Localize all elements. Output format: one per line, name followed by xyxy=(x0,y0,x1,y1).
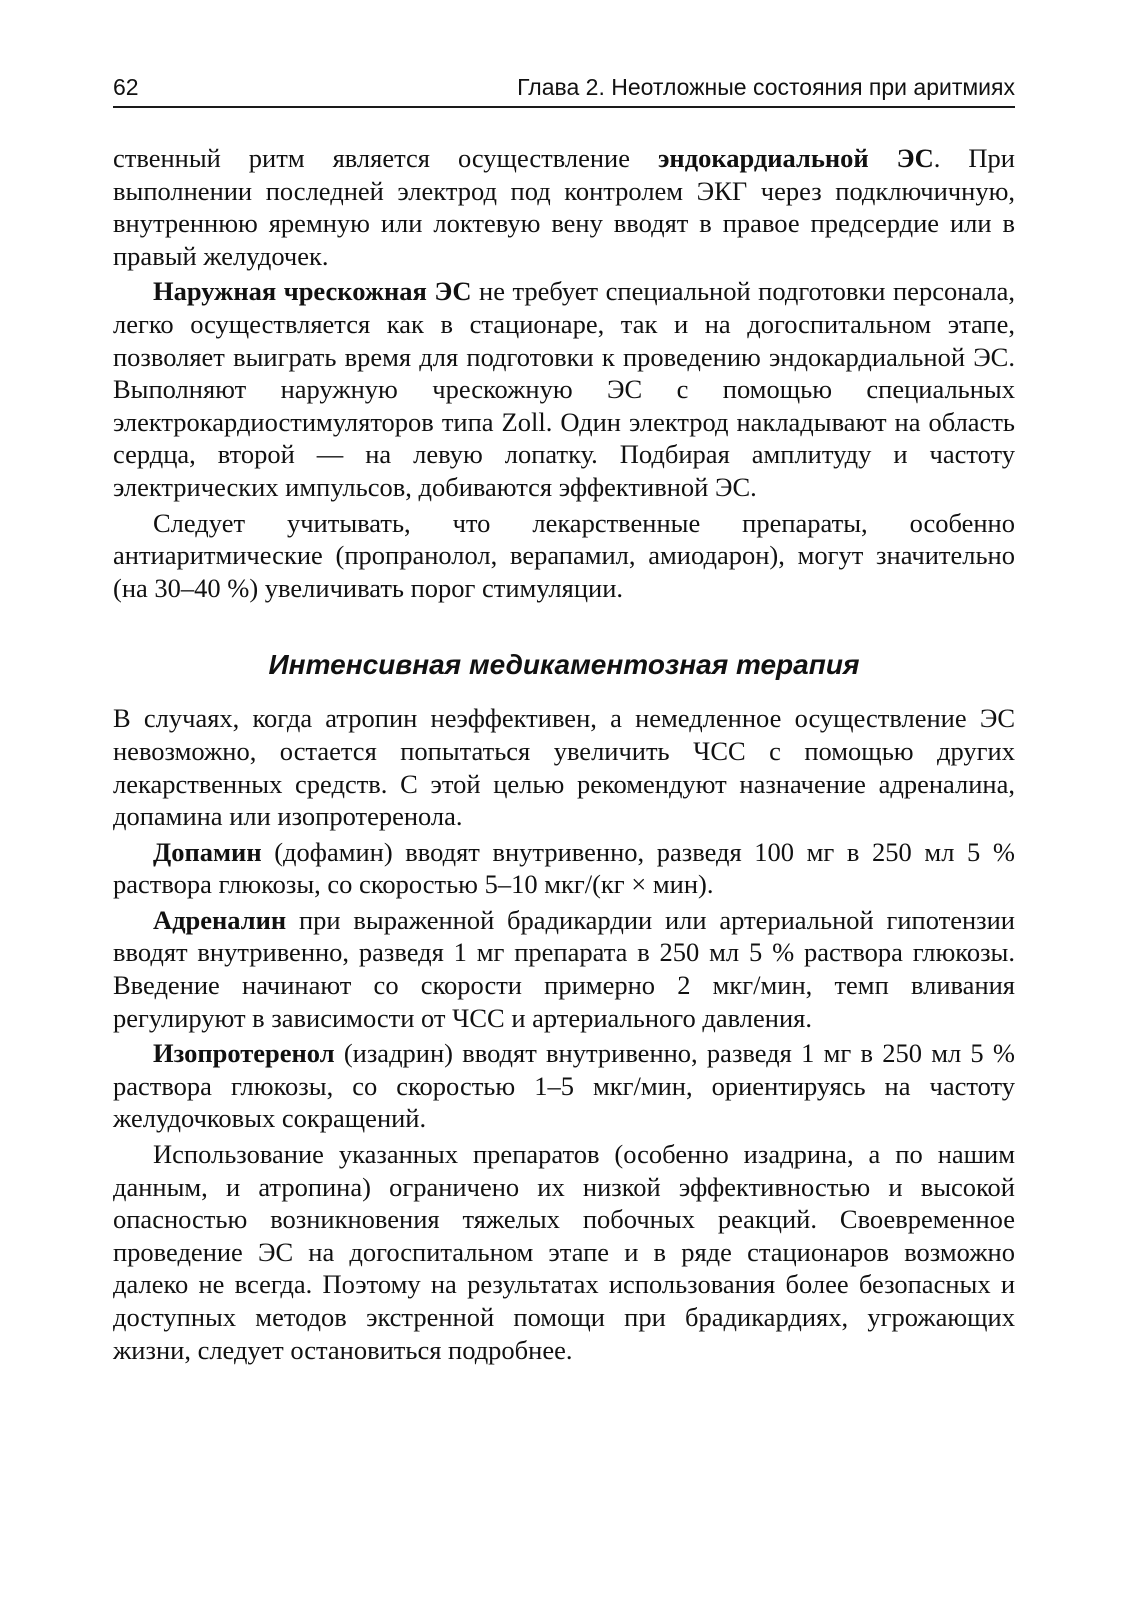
paragraph-adrenaline xyxy=(113,904,1015,1034)
page-number: 62 xyxy=(113,74,139,100)
paragraph-conclusion: Использование указанных препаратов (особенно изадрина, а по нашим данным, и атропина) ограничено их низкой эффективностью и высокой опасностью возникновения тяжелых побочных реакций. Своевременное проведение ЭС на догоспитальном этапе и в ряде стационаров возможно далеко не всегда. Поэтому на результатах использования более безопасных и доступных методов экстренной помощи при брадикардиях, угрожающих жизни, следует остановиться подробнее. xyxy=(113,1139,1015,1365)
term-dopamine: Допамин xyxy=(153,836,262,867)
paragraph-text: ственный ритм является осуществление xyxy=(113,143,658,173)
page-body xyxy=(113,142,1015,1366)
paragraph-threshold: Следует учитывать, что лекарственные препараты, особенно антиаритмические (пропранолол, верапамил, амиодарон), могут значительно (на 30–40 %) увеличивать порог стимуляции. xyxy=(113,507,1015,603)
paragraph-dopamine xyxy=(113,836,1015,901)
running-head: Глава 2. Неотложные состояния при аритмиях xyxy=(517,74,1015,100)
paragraph-text: при выраженной брадикардии или артериальной гипотензии вводят внутривенно, разведя 1 мг препарата в 250 мл 5 % раствора глюкозы. Введение начинают со скорости примерно 2 мкг/мин, темп вливания регулируют в зависимости от ЧСС и артериального давления. xyxy=(113,904,1015,1033)
paragraph-continuation xyxy=(113,142,1015,272)
page-header xyxy=(113,66,1015,108)
term-isoproterenol: Изопротеренол xyxy=(153,1038,335,1069)
paragraph-isoproterenol xyxy=(113,1037,1015,1135)
paragraph-text: (изадрин) вводят внутривенно, разведя 1 мг в 250 мл 5 % раствора глюкозы, со скоростью 1–5 мкг/мин, ориентируясь на частоту желудочковых сокращений. xyxy=(113,1038,1015,1134)
paragraph-text: не требует специальной подготовки персонала, легко осуществляется как в стационаре, так и на догоспитальном этапе, позволяет выиграть время для подготовки к проведению эндокардиальной ЭС. Выполняют наружную чрескожную ЭС с помощью специальных электрокардиостимуляторов типа Zoll. Один электрод накладывают на область сердца, второй — на левую лопатку. Подбирая амплитуду и частоту электрических импульсов, добиваются эффективной ЭС. xyxy=(113,276,1015,502)
paragraph-intro-drugs: В случаях, когда атропин неэффективен, а немедленное осуществление ЭС невозможно, остается попытаться увеличить ЧСС с помощью других лекарственных средств. С этой целью рекомендуют назначение адреналина, допамина или изопротеренола. xyxy=(113,703,1015,832)
section-title: Интенсивная медикаментозная терапия xyxy=(268,649,860,681)
term-endocardial-pacing: эндокардиальной ЭС xyxy=(657,143,934,173)
paragraph-transcutaneous xyxy=(113,275,1015,503)
paragraph-text: . При выполнении последней электрод под контролем ЭКГ через подключичную, внутреннюю яремную или локтевую вену вводят в правое предсердие или в правый желудочек. xyxy=(113,143,1015,271)
paragraph-text: (дофамин) вводят внутривенно, разведя 100 мг в 250 мл 5 % раствора глюкозы, со скоростью 5–10 мкг/(кг × мин). xyxy=(113,836,1015,900)
term-adrenaline: Адреналин xyxy=(153,904,287,935)
term-transcutaneous-pacing: Наружная чрескожная ЭС xyxy=(153,276,472,307)
